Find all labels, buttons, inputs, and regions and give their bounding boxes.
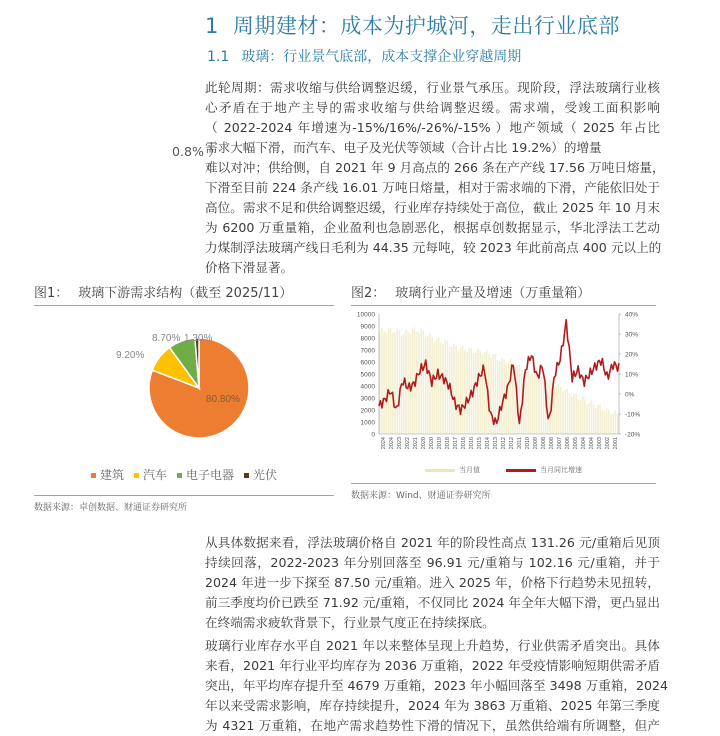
svg-text:7000: 7000	[360, 347, 375, 355]
text-line: 年以来受需求影响，库存持续提升，2024 年为 3863 万重箱、2025 年第三季度	[205, 698, 660, 713]
figure-divider	[351, 483, 656, 484]
svg-text:0: 0	[371, 431, 375, 439]
paragraph-price-trend	[205, 533, 660, 633]
text-line: 高位。需求不足和供给调整迟缓，行业库存持续处于高位，截止 2025 年 10 月末	[205, 200, 660, 215]
subsection-heading	[207, 46, 521, 66]
svg-text:2008: 2008	[549, 437, 555, 450]
text-line: 持续回落，2022-2023 年分别回落至 96.91 元/重箱与 102.16 元/重箱，并于	[205, 555, 661, 570]
text-line: 2024 年进一步下探至 87.50 元/重箱。进入 2025 年，价格下行趋势未见扭转，	[205, 575, 660, 590]
svg-text:30%: 30%	[625, 331, 639, 339]
svg-text:2021: 2021	[413, 437, 419, 450]
svg-text:3000: 3000	[360, 395, 375, 403]
svg-text:2003: 2003	[597, 437, 603, 450]
stray-percentage-fragment: 0.8% ）	[172, 144, 221, 159]
pie-legend	[34, 466, 334, 483]
svg-text:2012: 2012	[501, 437, 507, 450]
pie-label-auto: 9.20%	[116, 350, 145, 361]
paragraph-inventory	[205, 636, 669, 736]
pie-label-electronics: 8.70%	[152, 333, 181, 344]
text-line: 需求大幅下滑，而汽车、电子及光伏等领域（合计占比 19.2%）的增量	[205, 140, 602, 155]
svg-text:2020: 2020	[421, 437, 427, 450]
section-number: 1	[205, 14, 219, 38]
svg-text:2024: 2024	[381, 437, 387, 450]
production-combo-chart	[351, 306, 656, 461]
svg-text:2017: 2017	[453, 437, 459, 450]
combo-legend	[351, 465, 656, 475]
svg-text:2018: 2018	[445, 437, 451, 450]
svg-text:2024: 2024	[389, 437, 395, 450]
legend-item-building: 建筑	[91, 466, 124, 483]
svg-text:2002: 2002	[605, 437, 611, 450]
svg-text:2010: 2010	[525, 437, 531, 450]
figure-label: 图2：	[351, 286, 386, 301]
text-line: 来看，2021 年行业平均库存为 2036 万重箱，2022 年受疫情影响短期供需矛盾	[205, 658, 660, 673]
text-line: 难以对冲；供给侧，自 2021 年 9 月高点的 266 条在产产线 17.56 万吨日熔量，	[205, 160, 665, 175]
svg-text:2005: 2005	[573, 437, 579, 450]
figure-2	[351, 282, 656, 501]
svg-text:8000: 8000	[360, 335, 375, 343]
svg-text:2004: 2004	[589, 437, 595, 450]
text-line: 在终端需求疲软背景下，行业景气度正在持续探底。	[205, 615, 495, 630]
svg-text:-10%: -10%	[625, 411, 641, 419]
text-line: （ 2022-2024 年增速为-15%/16%/-26%/-15% ）地产领域（ 2025 年占比	[205, 120, 660, 135]
svg-text:6000: 6000	[360, 359, 375, 367]
text-line: 心矛盾在于地产主导的需求收缩与供给调整迟缓。需求端，受竣工面积影响	[205, 100, 660, 115]
paragraph-cycle-overview	[205, 78, 665, 278]
svg-text:2016: 2016	[469, 437, 475, 450]
text-line: 玻璃行业库存水平自 2021 年以来整体呈现上升趋势，行业供需矛盾突出。具体	[205, 638, 660, 653]
svg-text:4000: 4000	[360, 383, 375, 391]
legend-item-electronics: 电子电器	[177, 466, 234, 483]
svg-text:2009: 2009	[533, 437, 539, 450]
svg-text:2022: 2022	[405, 437, 411, 450]
svg-text:0%: 0%	[625, 391, 635, 399]
figure-label: 图1：	[34, 286, 69, 301]
svg-text:2001: 2001	[613, 437, 619, 450]
legend-item-yoy-growth: 当月同比增速	[506, 465, 582, 475]
text-line: 从具体数据来看，浮法玻璃价格自 2021 年的阶段性高点 131.26 元/重箱后见顶	[205, 535, 660, 550]
svg-text:10%: 10%	[625, 371, 639, 379]
subsection-number: 1.1	[207, 49, 230, 65]
legend-item-auto: 汽车	[134, 466, 167, 483]
figure-1	[34, 282, 334, 513]
figure-1-source: 数据来源：卓创数据、财通证券研究所	[34, 503, 188, 513]
pie-label-building: 80.80%	[206, 394, 240, 405]
svg-text:2004: 2004	[581, 437, 587, 450]
figure-title-text: 玻璃行业产量及增速（万重量箱）	[395, 286, 591, 301]
svg-text:1000: 1000	[360, 419, 375, 427]
legend-item-monthly-value: 当月值	[425, 465, 480, 475]
svg-text:2007: 2007	[557, 437, 563, 450]
section-heading	[205, 10, 620, 40]
svg-text:2014: 2014	[485, 437, 491, 450]
text-line: 力煤制浮法玻璃产线日毛利为 44.35 元每吨，较 2023 年此前高点 400 元以上的	[205, 240, 662, 255]
svg-text:-20%: -20%	[625, 431, 641, 439]
svg-text:2020: 2020	[429, 437, 435, 450]
svg-text:2012: 2012	[509, 437, 515, 450]
svg-text:40%: 40%	[625, 311, 639, 319]
figure-2-title	[351, 282, 656, 306]
text-line: 突出，年平均库存提升至 4679 万重箱，2023 年小幅回落至 3498 万重箱，2024	[205, 678, 669, 693]
svg-text:2011: 2011	[517, 437, 523, 449]
legend-item-pv: 光伏	[244, 466, 277, 483]
pie-chart	[34, 306, 334, 456]
svg-text:10000: 10000	[356, 311, 375, 319]
svg-text:2013: 2013	[493, 437, 499, 450]
svg-text:2008: 2008	[541, 437, 547, 450]
section-title: 周期建材：成本为护城河，走出行业底部	[232, 14, 620, 38]
svg-text:2015: 2015	[477, 437, 483, 450]
text-line: 为 4321 万重箱，在地产需求趋势性下滑的情况下，虽然供给端有所调整，但产	[205, 718, 660, 733]
svg-text:2016: 2016	[461, 437, 467, 450]
text-line: 前三季度均价已跌至 71.92 元/重箱，不仅同比 2024 年全年大幅下滑，更凸显出	[205, 595, 660, 610]
svg-text:2023: 2023	[397, 437, 403, 450]
svg-text:2000: 2000	[360, 407, 375, 415]
svg-text:9000: 9000	[360, 323, 375, 331]
svg-text:2006: 2006	[565, 437, 571, 450]
text-line: 下滑至目前 224 条产线 16.01 万吨日熔量，相对于需求端的下滑，产能依旧处于	[205, 180, 660, 195]
svg-text:2019: 2019	[437, 437, 443, 450]
figure-divider	[34, 495, 334, 496]
figure-title-text: 玻璃下游需求结构（截至 2025/11）	[78, 286, 293, 301]
figure-2-source: 数据来源：Wind、财通证券研究所	[351, 491, 491, 501]
svg-text:5000: 5000	[360, 371, 375, 379]
pie-label-pv: 1.30%	[184, 333, 213, 344]
text-line: 为 6200 万重量箱，企业盈利也急剧恶化，根据卓创数据显示，华北浮法工艺动	[205, 220, 660, 235]
text-line: 价格下滑显著。	[205, 260, 294, 275]
text-line: 此轮周期：需求收缩与供给调整迟缓，行业景气承压。现阶段，浮法玻璃行业核	[205, 80, 660, 95]
subsection-title: 玻璃：行业景气底部，成本支撑企业穿越周期	[241, 49, 522, 65]
figure-1-title	[34, 282, 334, 306]
svg-text:20%: 20%	[625, 351, 639, 359]
